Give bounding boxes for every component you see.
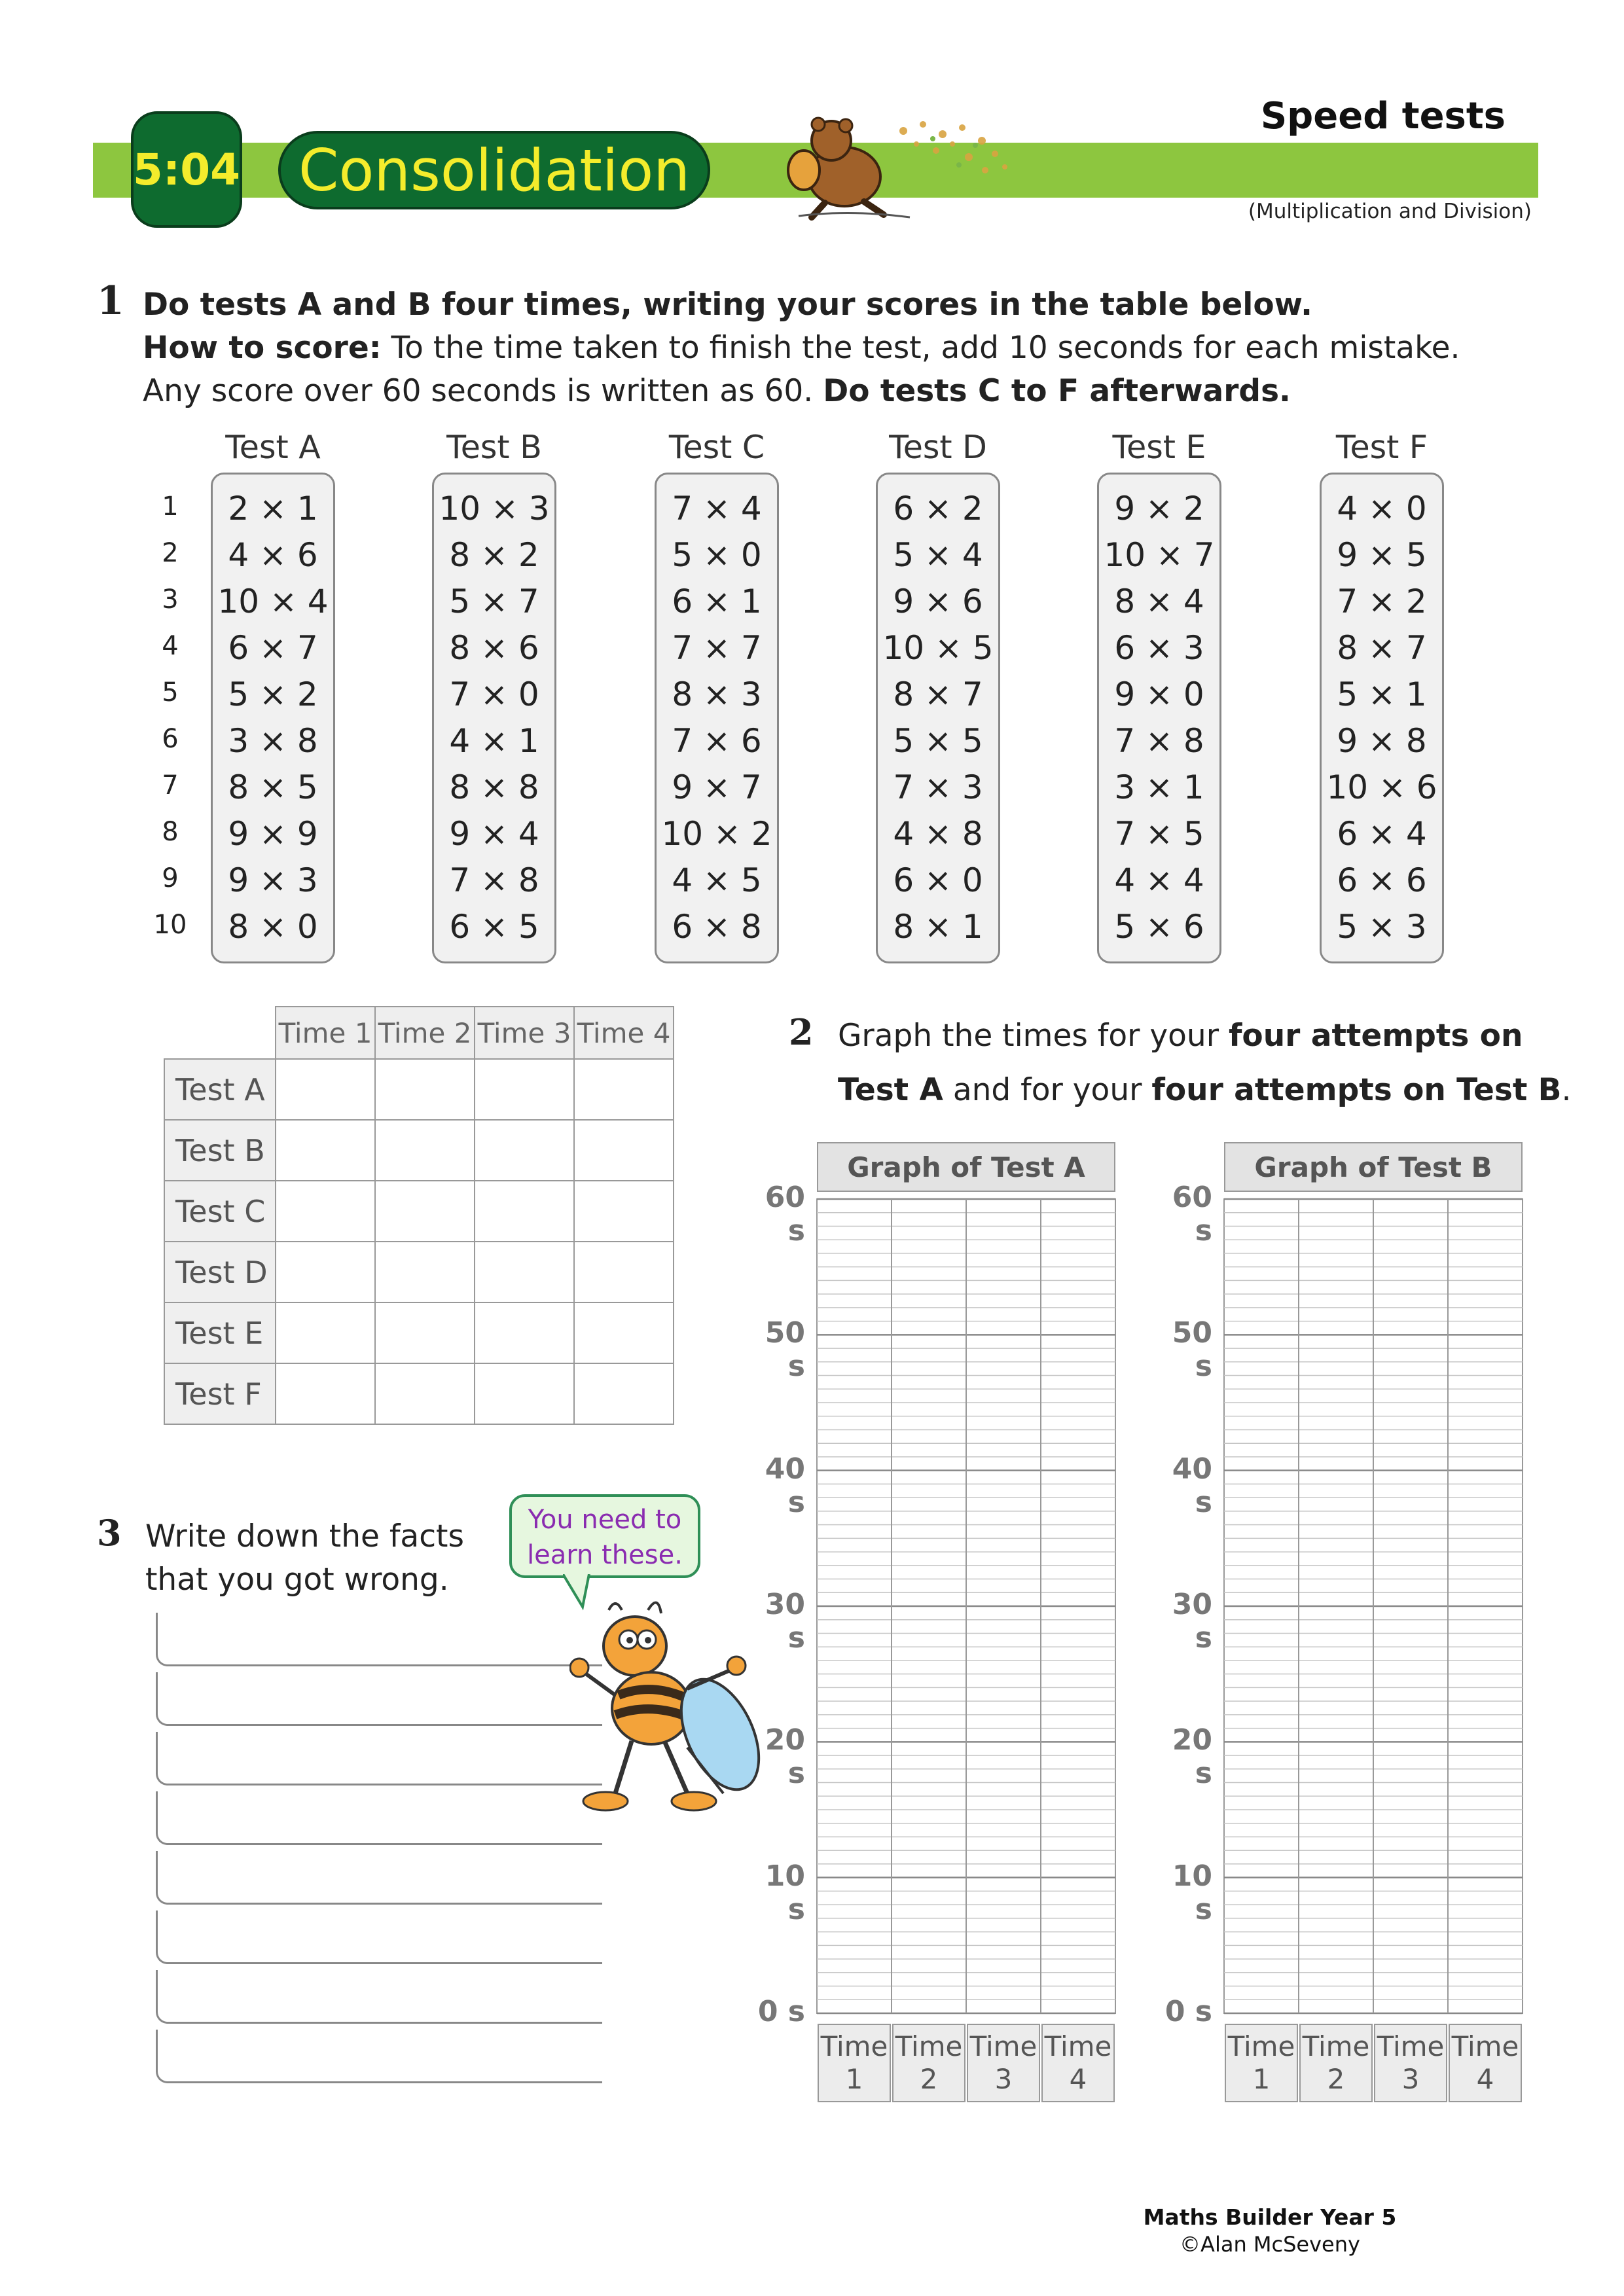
x-axis-label-number: 4 <box>1476 2063 1494 2095</box>
unit-code-badge: 5:04 <box>131 111 242 228</box>
fact-item: 9 × 8 <box>1337 722 1427 760</box>
q2-line2-bold-a: Test A <box>838 1072 943 1108</box>
y-axis-tick-label: 50 s <box>765 1316 805 1384</box>
score-cell[interactable] <box>375 1363 475 1424</box>
x-axis-label-top: Time <box>820 2030 888 2062</box>
x-axis-label-number: 3 <box>1401 2063 1420 2095</box>
test-heading: Test A <box>225 429 321 466</box>
score-cell[interactable] <box>375 1302 475 1363</box>
fact-item: 7 × 8 <box>449 861 539 899</box>
row-number: 7 <box>162 770 179 800</box>
graph-grid[interactable] <box>1224 1199 1523 2013</box>
fact-item: 5 × 2 <box>228 675 318 713</box>
fact-item: 5 × 7 <box>449 583 539 620</box>
row-number: 6 <box>162 724 179 754</box>
score-cell[interactable] <box>475 1059 574 1120</box>
y-axis-tick-label: 0 s <box>757 1995 805 2028</box>
score-row-test-a <box>164 1059 674 1120</box>
fact-item: 6 × 7 <box>228 629 318 667</box>
fact-item: 4 × 4 <box>1114 861 1204 899</box>
score-row-label: Test C <box>164 1181 276 1242</box>
fact-item: 8 × 8 <box>449 768 539 806</box>
q1-line1-text: Do tests A and B four times, writing your scores in the table below. <box>143 287 1312 323</box>
score-col-time-4: Time 4 <box>574 1007 674 1059</box>
score-cell[interactable] <box>475 1302 574 1363</box>
q1-instruction-line-2 <box>143 330 1460 366</box>
running-bear-illustration <box>772 105 1021 223</box>
score-row-test-e <box>164 1302 674 1363</box>
y-axis-tick-label: 10 s <box>765 1859 805 1926</box>
fact-item: 4 × 8 <box>893 815 983 853</box>
x-axis-label-top: Time <box>1451 2030 1519 2062</box>
score-table <box>164 1006 674 1425</box>
fact-item: 8 × 0 <box>228 908 318 946</box>
score-row-label: Test F <box>164 1363 276 1424</box>
fact-item: 4 × 5 <box>672 861 762 899</box>
fact-item: 10 × 5 <box>882 629 994 667</box>
fact-item: 5 × 6 <box>1114 908 1204 946</box>
fact-item: 9 × 2 <box>1114 490 1204 528</box>
fact-item: 9 × 3 <box>228 861 318 899</box>
fact-item: 7 × 7 <box>672 629 762 667</box>
x-axis-label <box>818 2024 891 2102</box>
row-number: 1 <box>162 492 179 522</box>
fact-item: 5 × 5 <box>893 722 983 760</box>
y-axis-tick-label: 30 s <box>1172 1588 1212 1655</box>
x-axis-label-number: 3 <box>994 2063 1013 2095</box>
fact-item: 10 × 2 <box>661 815 772 853</box>
y-axis-tick-label: 20 s <box>765 1723 805 1791</box>
q2-line1-bold: four attempts on <box>1228 1018 1523 1054</box>
x-axis-label <box>1041 2024 1115 2102</box>
q1-line3-text: Any score over 60 seconds is written as 60. <box>143 373 823 409</box>
y-axis-tick-label: 50 s <box>1172 1316 1212 1384</box>
answer-line[interactable] <box>156 1910 602 1964</box>
answer-line[interactable] <box>156 1791 602 1845</box>
test-facts-box <box>211 473 335 963</box>
answer-line[interactable] <box>156 1970 602 2024</box>
q2-line2-bold-b: four attempts on Test B <box>1151 1072 1562 1108</box>
row-number: 3 <box>162 584 179 615</box>
x-axis-label <box>892 2024 965 2102</box>
q2-line2-text: and for your <box>943 1072 1152 1108</box>
x-axis-label-number: 2 <box>920 2063 938 2095</box>
score-row-test-c <box>164 1181 674 1242</box>
row-number: 10 <box>153 910 187 940</box>
x-axis-label-top: Time <box>1227 2030 1295 2062</box>
footer-book-title: Maths Builder Year 5 <box>1143 2204 1397 2230</box>
fact-item: 5 × 3 <box>1337 908 1427 946</box>
fact-item: 10 × 4 <box>217 583 329 620</box>
q1-instruction-line-3 <box>143 373 1291 409</box>
fact-item: 7 × 0 <box>449 675 539 713</box>
answer-line[interactable] <box>156 1732 602 1785</box>
footer-author: ©Alan McSeveny <box>1180 2232 1360 2257</box>
score-cell[interactable] <box>574 1363 674 1424</box>
x-axis-label <box>1299 2024 1373 2102</box>
fact-item: 4 × 6 <box>228 536 318 574</box>
score-row-label: Test B <box>164 1120 276 1181</box>
fact-item: 7 × 8 <box>1114 722 1204 760</box>
score-cell[interactable] <box>574 1242 674 1302</box>
graph-grid[interactable] <box>817 1199 1115 2013</box>
question-1-number: 1 <box>97 278 124 324</box>
score-cell[interactable] <box>375 1059 475 1120</box>
fact-item: 8 × 2 <box>449 536 539 574</box>
score-cell[interactable] <box>475 1363 574 1424</box>
fact-item: 7 × 4 <box>672 490 762 528</box>
q2-instruction-line-1 <box>838 1018 1523 1054</box>
question-3-number: 3 <box>97 1512 122 1554</box>
score-cell[interactable] <box>475 1120 574 1181</box>
answer-line[interactable] <box>156 1672 602 1726</box>
fact-item: 8 × 6 <box>449 629 539 667</box>
fact-item: 5 × 0 <box>672 536 762 574</box>
test-facts-box <box>1320 473 1444 963</box>
score-cell[interactable] <box>276 1363 375 1424</box>
score-row-test-b <box>164 1120 674 1181</box>
row-number: 8 <box>162 817 179 847</box>
fact-item: 5 × 1 <box>1337 675 1427 713</box>
y-axis-tick-label: 60 s <box>1172 1181 1212 1247</box>
fact-item: 7 × 3 <box>893 768 983 806</box>
graph-title: Graph of Test B <box>1224 1142 1523 1192</box>
fact-item: 3 × 1 <box>1114 768 1204 806</box>
fact-item: 3 × 8 <box>228 722 318 760</box>
fact-item: 2 × 1 <box>228 490 318 528</box>
topic-subtitle: (Multiplication and Division) <box>1248 200 1532 223</box>
fact-item: 6 × 3 <box>1114 629 1204 667</box>
score-row-test-f <box>164 1363 674 1424</box>
fact-item: 9 × 6 <box>893 583 983 620</box>
fact-item: 8 × 3 <box>672 675 762 713</box>
fact-item: 8 × 4 <box>1114 583 1204 620</box>
speech-bubble-line-2: learn these. <box>527 1540 683 1570</box>
test-facts-box <box>876 473 1000 963</box>
x-axis-label-number: 1 <box>1252 2063 1271 2095</box>
x-axis-label-number: 4 <box>1069 2063 1087 2095</box>
q1-line3-bold: Do tests C to F afterwards. <box>823 373 1291 409</box>
speech-bubble-line-1: You need to <box>528 1505 682 1535</box>
score-row-label: Test A <box>164 1059 276 1120</box>
q2-instruction-line-2 <box>838 1072 1571 1108</box>
fact-item: 6 × 5 <box>449 908 539 946</box>
score-cell[interactable] <box>375 1242 475 1302</box>
test-facts-box <box>1097 473 1221 963</box>
score-col-time-2: Time 2 <box>375 1007 475 1059</box>
fact-item: 5 × 4 <box>893 536 983 574</box>
fact-item: 7 × 2 <box>1337 583 1427 620</box>
test-facts-box <box>432 473 556 963</box>
test-heading: Test E <box>1112 429 1206 466</box>
score-cell[interactable] <box>475 1242 574 1302</box>
speech-bubble <box>509 1494 700 1578</box>
topic-title: Speed tests <box>1260 95 1506 137</box>
question-2-number: 2 <box>789 1011 814 1053</box>
row-number: 9 <box>162 863 179 893</box>
y-axis-tick-label: 20 s <box>1172 1723 1212 1791</box>
fact-item: 8 × 7 <box>1337 629 1427 667</box>
test-heading: Test C <box>668 429 765 466</box>
q2-line1-text: Graph the times for your <box>838 1018 1229 1054</box>
fact-item: 6 × 8 <box>672 908 762 946</box>
score-col-time-3: Time 3 <box>475 1007 574 1059</box>
score-cell[interactable] <box>276 1120 375 1181</box>
fact-item: 8 × 5 <box>228 768 318 806</box>
answer-line[interactable] <box>156 2030 602 2083</box>
x-axis-label-top: Time <box>1302 2030 1370 2062</box>
answer-line[interactable] <box>156 1613 602 1666</box>
q1-line2-bold: How to score: <box>143 330 382 366</box>
score-col-time-1: Time 1 <box>276 1007 375 1059</box>
score-cell[interactable] <box>574 1302 674 1363</box>
fact-item: 9 × 9 <box>228 815 318 853</box>
score-cell[interactable] <box>276 1302 375 1363</box>
y-axis-tick-label: 40 s <box>765 1452 805 1519</box>
x-axis-label-number: 1 <box>845 2063 863 2095</box>
fact-item: 9 × 7 <box>672 768 762 806</box>
q2-line2-end: . <box>1561 1072 1572 1108</box>
fact-item: 6 × 6 <box>1337 861 1427 899</box>
fact-item: 7 × 6 <box>672 722 762 760</box>
bee-illustration <box>569 1597 779 1846</box>
q3-instruction-line-1: Write down the facts <box>145 1518 464 1554</box>
fact-item: 4 × 0 <box>1337 490 1427 528</box>
score-cell[interactable] <box>475 1181 574 1242</box>
q1-line2-text: To the time taken to finish the test, add 10 seconds for each mistake. <box>381 330 1460 366</box>
row-number: 5 <box>162 677 179 708</box>
test-facts-box <box>655 473 779 963</box>
score-row-test-d <box>164 1242 674 1302</box>
score-table-corner <box>164 1007 276 1059</box>
y-axis-tick-label: 40 s <box>1172 1452 1212 1519</box>
score-row-label: Test E <box>164 1302 276 1363</box>
test-heading: Test F <box>1335 429 1428 466</box>
fact-item: 7 × 5 <box>1114 815 1204 853</box>
fact-item: 9 × 4 <box>449 815 539 853</box>
x-axis-label <box>1374 2024 1447 2102</box>
fact-item: 10 × 7 <box>1104 536 1215 574</box>
y-axis-tick-label: 60 s <box>765 1181 805 1247</box>
test-heading: Test B <box>446 429 542 466</box>
fact-item: 8 × 1 <box>893 908 983 946</box>
score-row-label: Test D <box>164 1242 276 1302</box>
fact-item: 10 × 6 <box>1326 768 1437 806</box>
y-axis-tick-label: 0 s <box>1164 1995 1212 2028</box>
fact-item: 6 × 2 <box>893 490 983 528</box>
y-axis-tick-label: 10 s <box>1172 1859 1212 1926</box>
q3-instruction-line-2: that you got wrong. <box>145 1562 449 1598</box>
q1-instruction-line-1 <box>143 287 1312 323</box>
score-cell[interactable] <box>574 1181 674 1242</box>
x-axis-label <box>1449 2024 1522 2102</box>
fact-item: 9 × 0 <box>1114 675 1204 713</box>
fact-item: 10 × 3 <box>439 490 550 528</box>
fact-item: 6 × 4 <box>1337 815 1427 853</box>
x-axis-label-top: Time <box>1377 2030 1445 2062</box>
score-table-header-row <box>164 1007 674 1059</box>
fact-item: 8 × 7 <box>893 675 983 713</box>
score-cell[interactable] <box>276 1181 375 1242</box>
x-axis-label-number: 2 <box>1327 2063 1345 2095</box>
test-heading: Test D <box>889 429 987 466</box>
score-cell[interactable] <box>375 1120 475 1181</box>
score-cell[interactable] <box>574 1059 674 1120</box>
score-cell[interactable] <box>276 1059 375 1120</box>
row-number: 2 <box>162 538 179 568</box>
score-cell[interactable] <box>276 1242 375 1302</box>
score-cell[interactable] <box>574 1120 674 1181</box>
x-axis-label-top: Time <box>895 2030 963 2062</box>
graph-title: Graph of Test A <box>817 1142 1115 1192</box>
fact-item: 6 × 0 <box>893 861 983 899</box>
page-title: Consolidation <box>278 131 710 209</box>
row-number: 4 <box>162 631 179 661</box>
fact-item: 9 × 5 <box>1337 536 1427 574</box>
score-cell[interactable] <box>375 1181 475 1242</box>
fact-item: 4 × 1 <box>449 722 539 760</box>
y-axis-tick-label: 30 s <box>765 1588 805 1655</box>
x-axis-label <box>967 2024 1040 2102</box>
fact-item: 6 × 1 <box>672 583 762 620</box>
x-axis-label <box>1225 2024 1298 2102</box>
x-axis-label-top: Time <box>969 2030 1038 2062</box>
x-axis-label-top: Time <box>1044 2030 1112 2062</box>
answer-line[interactable] <box>156 1851 602 1905</box>
